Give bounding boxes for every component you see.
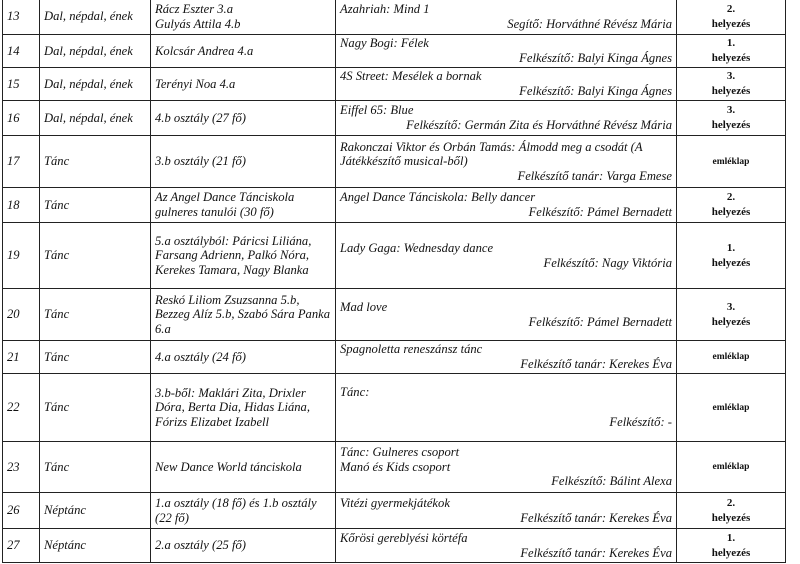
placement-cell: 2. helyezés <box>677 493 786 529</box>
mentor-name: Felkészítő tanár: Kerekes Éva <box>520 510 672 525</box>
mentor-name: Felkészítő tanár: Kerekes Éva <box>520 545 672 560</box>
piece-title: Azahriah: Mind 1 <box>340 1 430 16</box>
performer-cell: 3.b-ből: Maklári Zita, Drixler Dóra, Berta Dia, Hidas Liána, Fórizs Elizabet Izabell <box>151 374 336 442</box>
piece-title: Mad love <box>340 299 388 314</box>
piece-cell <box>336 188 677 223</box>
mentor-name: Felkészítő: Germán Zita és Horváthné Révész Mária <box>406 118 672 132</box>
piece-cell <box>336 374 677 442</box>
performer-cell: 4.b osztály (27 fő) <box>151 101 336 136</box>
piece-title: Lady Gaga: Wednesday dance <box>340 240 494 255</box>
piece-cell <box>336 136 677 188</box>
table-row <box>3 136 786 188</box>
piece-title: Spagnoletta reneszánsz tánc <box>340 342 483 357</box>
category-cell: Dal, népdal, ének <box>40 0 151 35</box>
mentor-name: Felkészítő: Balyi Kinga Ágnes <box>519 84 672 98</box>
table-row <box>3 188 786 223</box>
row-number: 18 <box>3 188 40 223</box>
mentor-name: Felkészítő: Pámel Bernadett <box>528 314 672 329</box>
placement-cell: 1. helyezés <box>677 529 786 563</box>
category-cell: Tánc <box>40 289 151 341</box>
piece-title: Angel Dance Tánciskola: Belly dancer <box>340 190 536 205</box>
placement-cell: 2. helyezés <box>677 188 786 223</box>
table-row <box>3 289 786 341</box>
results-table-body <box>3 0 786 563</box>
category-cell: Dal, népdal, ének <box>40 101 151 136</box>
table-row <box>3 223 786 289</box>
category-cell: Néptánc <box>40 493 151 529</box>
category-cell: Tánc <box>40 223 151 289</box>
category-cell: Tánc <box>40 188 151 223</box>
piece-cell <box>336 68 677 101</box>
placement-cell: 1. helyezés <box>677 35 786 68</box>
category-cell: Tánc <box>40 136 151 188</box>
placement-cell: 3. helyezés <box>677 101 786 136</box>
mentor-name: Felkészítő: Bálint Alexa <box>551 474 672 489</box>
row-number: 17 <box>3 136 40 188</box>
piece-title: Eiffel 65: Blue <box>340 103 414 118</box>
performer-cell: 4.a osztály (24 fő) <box>151 341 336 374</box>
piece-title: Tánc: <box>340 385 370 400</box>
row-number: 26 <box>3 493 40 529</box>
table-row <box>3 341 786 374</box>
placement-cell: 3. helyezés <box>677 68 786 101</box>
table-row <box>3 374 786 442</box>
placement-cell: emléklap <box>677 442 786 493</box>
category-cell: Dal, népdal, ének <box>40 68 151 101</box>
results-table <box>2 0 786 563</box>
placement-cell: emléklap <box>677 341 786 374</box>
piece-title: 4S Street: Mesélek a bornak <box>340 69 482 84</box>
performer-cell: Az Angel Dance Tánciskola gulneres tanulói (30 fő) <box>151 188 336 223</box>
placement-cell: 2. helyezés <box>677 0 786 35</box>
performer-cell: 2.a osztály (25 fő) <box>151 529 336 563</box>
piece-cell <box>336 493 677 529</box>
piece-title: Tánc: Gulneres csoport Manó és Kids csoport <box>340 445 460 474</box>
mentor-name: Felkészítő: Pámel Bernadett <box>528 205 672 219</box>
category-cell: Tánc <box>40 341 151 374</box>
placement-cell: emléklap <box>677 136 786 188</box>
mentor-name: Felkészítő tanár: Kerekes Éva <box>520 357 672 371</box>
row-number: 15 <box>3 68 40 101</box>
piece-cell <box>336 289 677 341</box>
piece-cell <box>336 529 677 563</box>
mentor-name: Segítő: Horváthné Révész Mária <box>507 16 672 31</box>
piece-title: Kőrösi gereblyési körtéfa <box>340 530 468 545</box>
performer-cell: New Dance World tánciskola <box>151 442 336 493</box>
row-number: 19 <box>3 223 40 289</box>
performer-cell: 5.a osztályból: Páricsi Liliána, Farsang Adrienn, Palkó Nóra, Kerekes Tamara, Nagy Blanka <box>151 223 336 289</box>
performer-cell: 3.b osztály (21 fő) <box>151 136 336 188</box>
row-number: 16 <box>3 101 40 136</box>
performer-cell: Reskó Liliom Zsuzsanna 5.b, Bezzeg Alíz 5.b, Szabó Sára Panka 6.a <box>151 289 336 341</box>
row-number: 22 <box>3 374 40 442</box>
piece-cell <box>336 223 677 289</box>
placement-cell: 1. helyezés <box>677 223 786 289</box>
piece-cell <box>336 101 677 136</box>
mentor-name: Felkészítő tanár: Varga Emese <box>517 168 672 183</box>
row-number: 14 <box>3 35 40 68</box>
row-number: 20 <box>3 289 40 341</box>
performer-cell: Terényi Noa 4.a <box>151 68 336 101</box>
mentor-name: Felkészítő: Balyi Kinga Ágnes <box>519 51 672 65</box>
performer-cell: 1.a osztály (18 fő) és 1.b osztály (22 fő) <box>151 493 336 529</box>
piece-title: Rakonczai Viktor és Orbán Tamás: Álmodd meg a csodát (A Játékkészítő musical-ből) <box>340 139 643 169</box>
performer-cell: Kolcsár Andrea 4.a <box>151 35 336 68</box>
placement-cell: emléklap <box>677 374 786 442</box>
placement-cell: 3. helyezés <box>677 289 786 341</box>
table-row <box>3 0 786 35</box>
mentor-name: Felkészítő: - <box>609 415 672 429</box>
mentor-name: Felkészítő: Nagy Viktória <box>543 255 672 270</box>
performer-cell: Rácz Eszter 3.a Gulyás Attila 4.b <box>151 0 336 35</box>
category-cell: Dal, népdal, ének <box>40 35 151 68</box>
category-cell: Tánc <box>40 442 151 493</box>
row-number: 13 <box>3 0 40 35</box>
row-number: 27 <box>3 529 40 563</box>
category-cell: Néptánc <box>40 529 151 563</box>
table-row <box>3 68 786 101</box>
row-number: 21 <box>3 341 40 374</box>
table-row <box>3 529 786 563</box>
piece-cell <box>336 442 677 493</box>
table-row <box>3 442 786 493</box>
table-row <box>3 493 786 529</box>
category-cell: Tánc <box>40 374 151 442</box>
piece-cell <box>336 0 677 35</box>
piece-title: Nagy Bogi: Félek <box>340 36 429 51</box>
piece-cell <box>336 35 677 68</box>
piece-title: Vitézi gyermekjátékok <box>340 495 450 510</box>
table-row <box>3 101 786 136</box>
row-number: 23 <box>3 442 40 493</box>
table-row <box>3 35 786 68</box>
piece-cell <box>336 341 677 374</box>
